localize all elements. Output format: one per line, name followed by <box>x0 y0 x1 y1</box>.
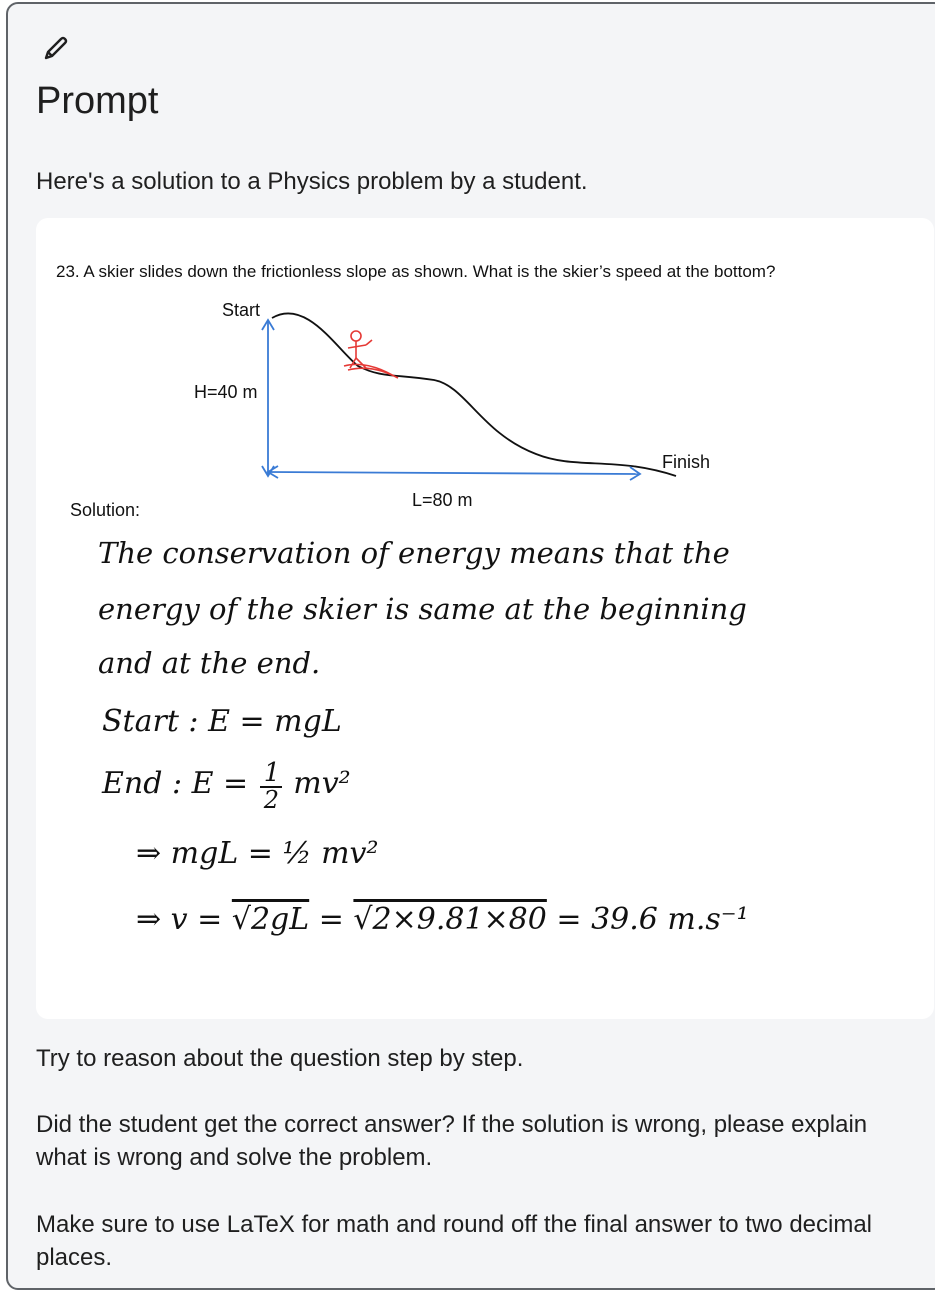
handwriting-line-3: and at the end. <box>98 646 321 680</box>
length-label: L=80 m <box>412 490 473 510</box>
equals-sign: = <box>309 902 354 937</box>
instruction-3: Make sure to use LaTeX for math and round off the final answer to two decimal places. <box>36 1211 873 1271</box>
fraction-numerator: 1 <box>263 758 281 788</box>
handwriting-line-2: energy of the skier is same at the beginning <box>98 592 747 626</box>
pencil-icon[interactable] <box>40 34 70 64</box>
handwriting-line-5 <box>102 758 351 814</box>
solution-label: Solution: <box>70 500 141 520</box>
length-arrow <box>268 472 638 474</box>
prompt-card <box>6 2 935 1290</box>
instruction-2: Did the student get the correct answer? If the solution is wrong, please explain what is wrong and solve the problem. <box>36 1111 868 1171</box>
half-fraction <box>258 758 284 814</box>
student-answer: = 39.6 m.s⁻¹ <box>546 902 749 937</box>
instruction-1: Try to reason about the question step by step. <box>36 1045 524 1072</box>
handwriting-line-7 <box>136 902 749 937</box>
handwriting-line-6: ⇒ mgL = ½ mv² <box>136 836 379 871</box>
handwriting-line-1: The conservation of energy means that the <box>98 536 730 570</box>
slope-curve <box>272 313 676 476</box>
intro-text: Here's a solution to a Physics problem by a student. <box>36 168 588 195</box>
finish-label: Finish <box>662 452 711 472</box>
kinetic-term: mv² <box>293 766 351 801</box>
fraction-denominator: 2 <box>263 786 279 814</box>
question-text: 23. A skier slides down the frictionless slope as shown. What is the skier’s speed at the bottom? <box>56 262 776 281</box>
handwriting-line-4: Start : E = mgL <box>102 704 342 739</box>
start-label: Start <box>222 300 261 320</box>
velocity-implies: ⇒ v = <box>136 902 232 937</box>
height-label: H=40 m <box>194 382 258 402</box>
page-title: Prompt <box>36 80 159 122</box>
sqrt-2gl: √2gL <box>231 902 310 937</box>
problem-figure <box>36 218 934 1019</box>
end-energy-label: End : E = <box>102 766 258 801</box>
sqrt-numeric: √2×9.81×80 <box>353 902 547 937</box>
